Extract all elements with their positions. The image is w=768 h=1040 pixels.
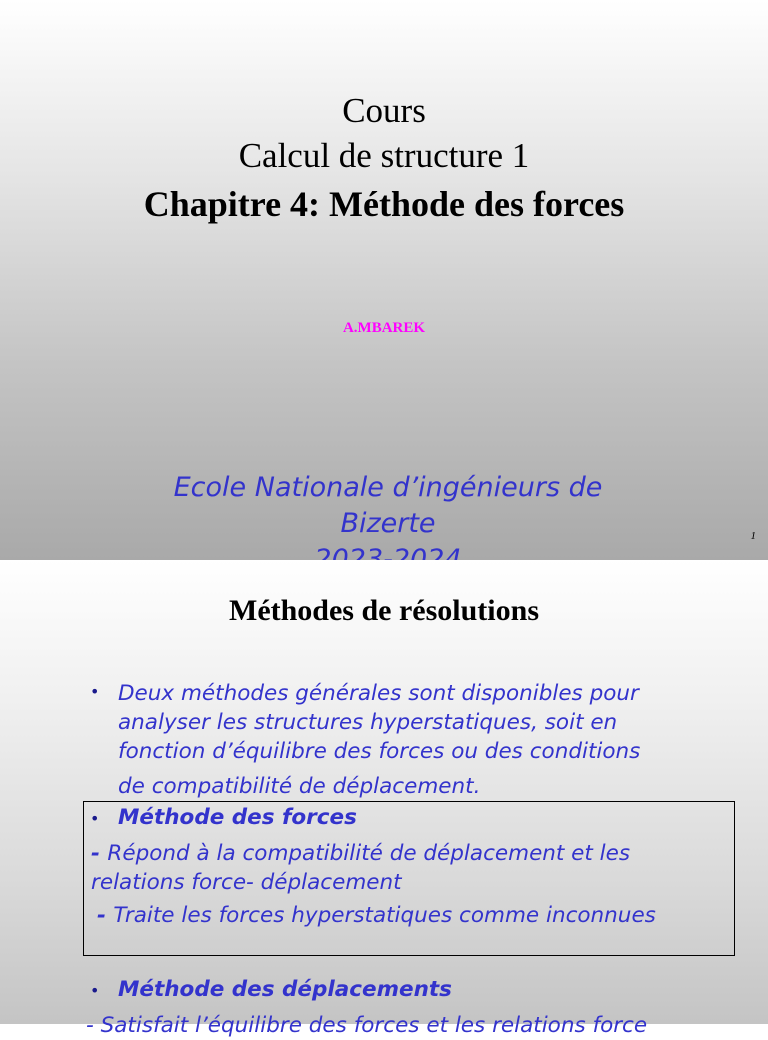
bullet-forces: •	[90, 809, 100, 828]
displacements-heading: Méthode des déplacements	[118, 977, 452, 1002]
forces-point-2	[97, 901, 737, 930]
forces-point-1	[91, 839, 731, 897]
slide-2	[0, 560, 768, 1038]
intro-line-1: Deux méthodes générales sont disponibles pour	[118, 681, 639, 706]
course-name: Calcul de structure 1	[238, 136, 530, 175]
intro-line-3: fonction d’équilibre des forces ou des conditions	[118, 739, 641, 764]
displacements-point-1: - Satisfait l’équilibre des forces et les relations force	[86, 1013, 648, 1038]
author: A.MBAREK	[342, 320, 426, 336]
forces-point-2-text: Traite les forces hyperstatiques comme inconnues	[113, 903, 656, 928]
intro-paragraph	[118, 679, 738, 801]
dash: -	[97, 903, 114, 928]
forces-point-1-b: relations force- déplacement	[91, 870, 402, 895]
chapter-title: Chapitre 4: Méthode des forces	[143, 184, 625, 224]
forces-heading: Méthode des forces	[118, 805, 357, 830]
forces-point-1-a: Répond à la compatibilité de déplacement et les	[107, 841, 631, 866]
school-line-2: Bizerte	[340, 508, 436, 539]
bullet-displacements: •	[90, 981, 100, 1000]
slide-title: Méthodes de résolutions	[229, 594, 539, 627]
school-line-1: Ecole Nationale d’ingénieurs de	[173, 472, 603, 503]
dash: -	[91, 841, 108, 866]
intro-line-4: de compatibilité de déplacement.	[118, 774, 481, 799]
intro-line-2: analyser les structures hyperstatiques, soit en	[118, 710, 618, 735]
course-label: Cours	[342, 91, 426, 130]
page-number: 1	[750, 530, 756, 542]
bullet-intro: •	[90, 682, 100, 701]
